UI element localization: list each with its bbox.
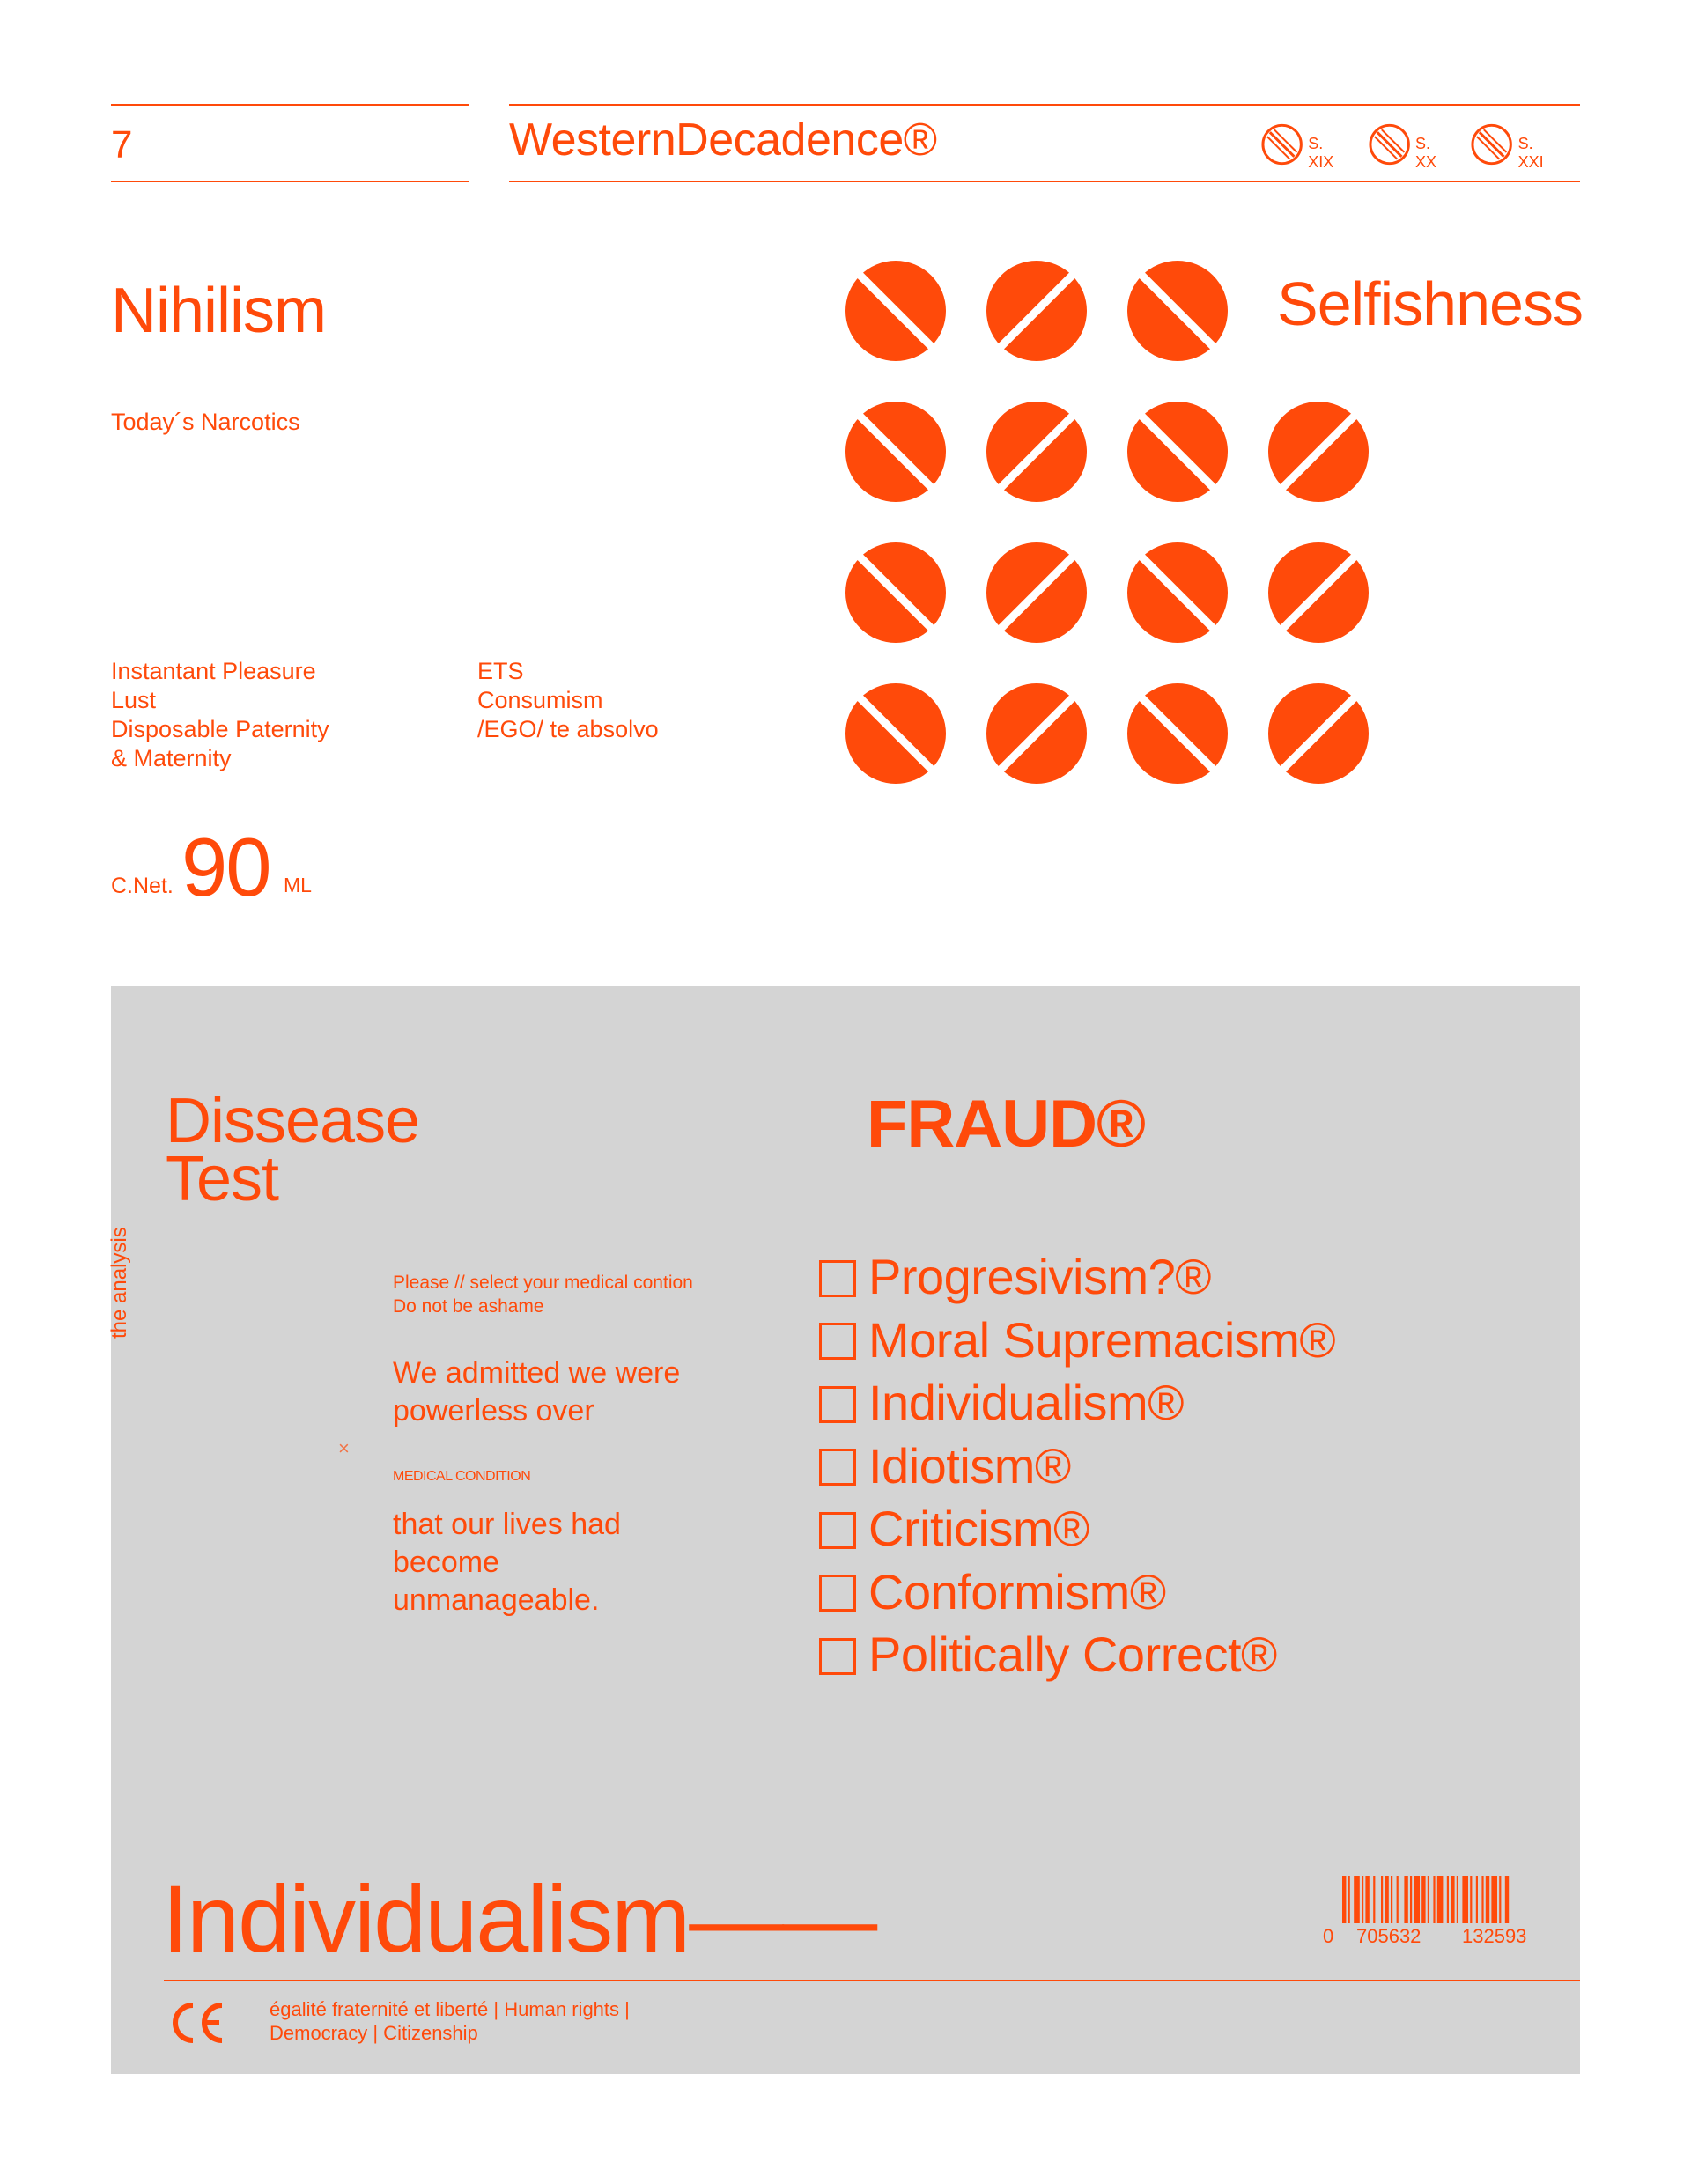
checkbox[interactable] <box>819 1575 856 1612</box>
header-rule-right-bottom <box>509 181 1580 182</box>
pill-icon <box>986 402 1087 502</box>
medical-condition-label: MEDICAL CONDITION <box>393 1469 531 1484</box>
vertical-label <box>107 1227 132 1339</box>
era-label: S. XXI <box>1517 135 1544 171</box>
list-item: Instantant Pleasure <box>111 658 316 684</box>
barcode-bar <box>1348 1876 1350 1930</box>
barcode-bar <box>1404 1876 1407 1930</box>
barcode-digits-group1: 705632 <box>1356 1925 1421 1946</box>
era-item <box>1259 117 1353 172</box>
checklist-item[interactable] <box>819 1623 1335 1686</box>
pill-icon <box>1127 261 1228 361</box>
checklist-item[interactable] <box>819 1245 1335 1309</box>
pill-icon <box>846 683 946 784</box>
barcode-bar <box>1505 1876 1509 1930</box>
pill-grid <box>837 255 1383 801</box>
instruction-line: Please // select your medical contion <box>393 1273 693 1293</box>
ingredient-list-right <box>477 657 659 744</box>
pill-icon <box>986 683 1087 784</box>
pill-icon <box>986 261 1087 361</box>
checkbox[interactable] <box>819 1323 856 1360</box>
checkbox[interactable] <box>819 1386 856 1423</box>
barcode-bar <box>1447 1876 1449 1930</box>
net-content-label: C.Net. <box>111 874 174 898</box>
barcode-bar <box>1499 1876 1501 1930</box>
pill-icon <box>1127 542 1228 643</box>
footer-line: égalité fraternité et liberté | Human rights | <box>270 1998 630 2020</box>
barcode-bar <box>1391 1876 1392 1930</box>
barcode-bar <box>1462 1876 1468 1930</box>
header-rule-left-bottom <box>111 181 469 182</box>
checkbox[interactable] <box>819 1638 856 1675</box>
prohibited-icon <box>1259 122 1304 167</box>
barcode-bar <box>1457 1876 1458 1930</box>
barcode-bar <box>1381 1876 1383 1930</box>
subtitle: Today´s Narcotics <box>111 409 300 435</box>
checkbox[interactable] <box>819 1449 856 1486</box>
page-number: 7 <box>111 123 133 166</box>
statement-line: powerless over <box>393 1394 594 1428</box>
statement-line: We admitted we were <box>393 1356 681 1390</box>
statement-line: that our lives had <box>393 1508 621 1541</box>
ce-mark <box>164 1992 225 2054</box>
statement-top <box>393 1354 680 1430</box>
era-label: S. XX <box>1414 135 1436 171</box>
barcode <box>1321 1876 1550 1946</box>
checklist-label: Criticism® <box>868 1501 1089 1557</box>
pill-icon <box>1268 683 1369 784</box>
checklist-item[interactable] <box>819 1371 1335 1435</box>
pill-icon <box>986 542 1087 643</box>
era-item <box>1469 117 1562 172</box>
barcode-bar <box>1373 1876 1375 1930</box>
vertical-label-text: the analysis <box>107 1227 131 1339</box>
checklist-item[interactable] <box>819 1497 1335 1561</box>
checkbox[interactable] <box>819 1260 856 1297</box>
instructions <box>393 1271 693 1318</box>
checklist-item[interactable] <box>819 1435 1335 1498</box>
list-item: /EGO/ te absolvo <box>477 716 659 742</box>
brand-title: WesternDecadence® <box>509 114 937 166</box>
barcode-bar <box>1365 1876 1369 1930</box>
era-label: S. XIX <box>1308 135 1334 171</box>
barcode-bar <box>1342 1876 1346 1930</box>
barcode-digits-group2: 132593 <box>1462 1925 1527 1946</box>
barcode-bar <box>1491 1876 1497 1930</box>
pill-icon <box>846 261 946 361</box>
list-item: Consumism <box>477 687 603 713</box>
barcode-bar <box>1362 1876 1363 1930</box>
pill-icon <box>1268 402 1369 502</box>
prohibited-icon <box>1469 122 1514 167</box>
statement-bottom <box>393 1506 621 1620</box>
footer-rule <box>164 1980 1580 1981</box>
statement-line: become <box>393 1546 499 1579</box>
barcode-bar <box>1397 1876 1399 1930</box>
barcode-bar <box>1470 1876 1472 1930</box>
big-word: Individualism—— <box>162 1865 876 1972</box>
barcode-bar <box>1437 1876 1444 1930</box>
test-title-line: Dissease <box>166 1086 420 1156</box>
barcode-bar <box>1410 1876 1412 1930</box>
barcode-bar <box>1486 1876 1489 1930</box>
title-nihilism: Nihilism <box>111 276 326 346</box>
checklist-label: Progresivism?® <box>868 1249 1212 1305</box>
era-item <box>1367 117 1456 172</box>
pill-icon <box>1127 402 1228 502</box>
barcode-bar <box>1428 1876 1429 1930</box>
checklist-label: Politically Correct® <box>868 1627 1277 1683</box>
barcode-bar <box>1476 1876 1478 1930</box>
prohibited-icon <box>1367 122 1412 167</box>
net-content-value: 90 <box>181 821 270 913</box>
barcode-bar <box>1451 1876 1454 1930</box>
ingredient-list-left <box>111 657 329 773</box>
pill-icon <box>846 402 946 502</box>
net-content-unit: ML <box>284 874 312 896</box>
pill-icon <box>1268 542 1369 643</box>
condition-checklist <box>819 1245 1335 1686</box>
checklist-label: Moral Supremacism® <box>868 1311 1336 1368</box>
barcode-bar <box>1414 1876 1420 1930</box>
barcode-bars <box>1342 1876 1509 1930</box>
checklist-item[interactable] <box>819 1309 1335 1372</box>
barcode-bar <box>1421 1876 1425 1930</box>
blank-mark: × <box>338 1437 350 1459</box>
pill-icon <box>846 542 946 643</box>
checklist-label: Idiotism® <box>868 1437 1071 1494</box>
era-list <box>1259 120 1577 169</box>
list-item: ETS <box>477 658 524 684</box>
list-item: & Maternity <box>111 745 232 771</box>
barcode-bar <box>1433 1876 1435 1930</box>
checklist-label: Conformism® <box>868 1563 1166 1620</box>
header-rule-left-top <box>111 104 469 106</box>
fraud-heading: FRAUD® <box>867 1087 1145 1162</box>
barcode-bar <box>1481 1876 1483 1930</box>
pill-icon <box>1127 683 1228 784</box>
header-rule-right-top <box>509 104 1580 106</box>
checklist-item[interactable] <box>819 1561 1335 1624</box>
footer-text <box>270 1997 630 2045</box>
list-item: Disposable Paternity <box>111 716 329 742</box>
checklist-label: Individualism® <box>868 1375 1184 1431</box>
barcode-digit-lead: 0 <box>1323 1925 1334 1946</box>
test-title <box>166 1086 420 1214</box>
footer-line: Democracy | Citizenship <box>270 2022 478 2044</box>
checkbox[interactable] <box>819 1512 856 1549</box>
instruction-line: Do not be ashame <box>393 1296 544 1317</box>
barcode-bar <box>1385 1876 1388 1930</box>
barcode-bar <box>1354 1876 1360 1930</box>
title-selfishness: Selfishness <box>1277 269 1583 338</box>
test-title-line: Test <box>166 1144 279 1214</box>
list-item: Lust <box>111 687 157 713</box>
statement-line: unmanageable. <box>393 1583 600 1617</box>
